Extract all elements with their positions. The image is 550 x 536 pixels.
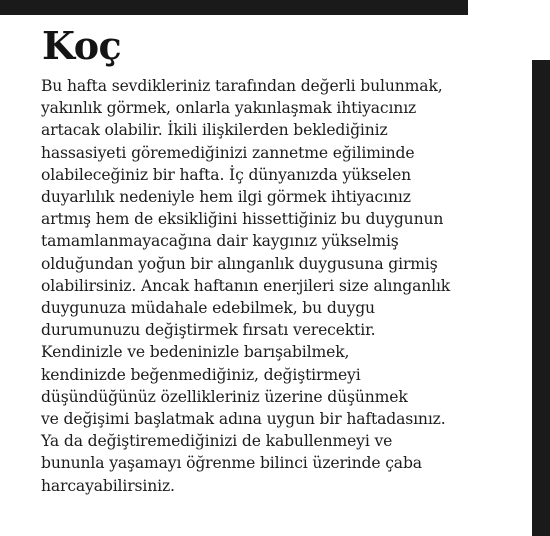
frame-right-border	[532, 60, 550, 536]
body-line: artacak olabilir. İkili ilişkilerden beklediğiniz	[41, 121, 388, 140]
body-line: tamamlanmayacağına dair kaygınız yükselmiş	[41, 232, 399, 251]
body-line: Bu hafta sevdikleriniz tarafından değerli bulunmak,	[41, 77, 443, 95]
body-line: artmış hem de eksikliğini hissettiğiniz bu duygunun	[41, 210, 444, 229]
body-line: Ya da değiştiremediğinizi de kabullenmeyi ve	[41, 432, 393, 451]
horoscope-body	[41, 75, 529, 497]
body-line: harcayabilirsiniz.	[41, 476, 175, 495]
body-line: bununla yaşamayı öğrenme bilinci üzerinde çaba	[41, 454, 422, 473]
body-line: duyarlılık nedeniyle hem ilgi görmek ihtiyacınız	[41, 188, 411, 207]
body-line: olabilirsiniz. Ancak haftanın enerjileri size alınganlık	[41, 276, 451, 295]
horoscope-card	[32, 15, 532, 536]
body-line: olabileceğiniz bir hafta. İç dünyanızda yükselen	[41, 165, 412, 184]
body-line: hassasiyeti göremediğinizi zannetme eğiliminde	[41, 143, 415, 162]
horoscope-title: Koç	[42, 23, 122, 68]
body-line: ve değişimi başlatmak adına uygun bir haftadasınız.	[41, 410, 446, 429]
body-line: Kendinizle ve bedeninizle barışabilmek,	[41, 343, 350, 362]
frame-top-border	[0, 0, 468, 15]
body-line: olduğundan yoğun bir alınganlık duygusuna girmiş	[41, 254, 438, 273]
body-line: düşündüğünüz özellikleriniz üzerine düşünmek	[41, 387, 408, 406]
body-line: duygunuza müdahale edebilmek, bu duygu	[41, 299, 375, 318]
body-line: durumunuzu değiştirmek fırsatı verecektir.	[41, 321, 376, 340]
body-line: kendinizde beğenmediğiniz, değiştirmeyi	[41, 365, 361, 384]
body-line: yakınlık görmek, onlarla yakınlaşmak ihtiyacınız	[41, 99, 417, 118]
